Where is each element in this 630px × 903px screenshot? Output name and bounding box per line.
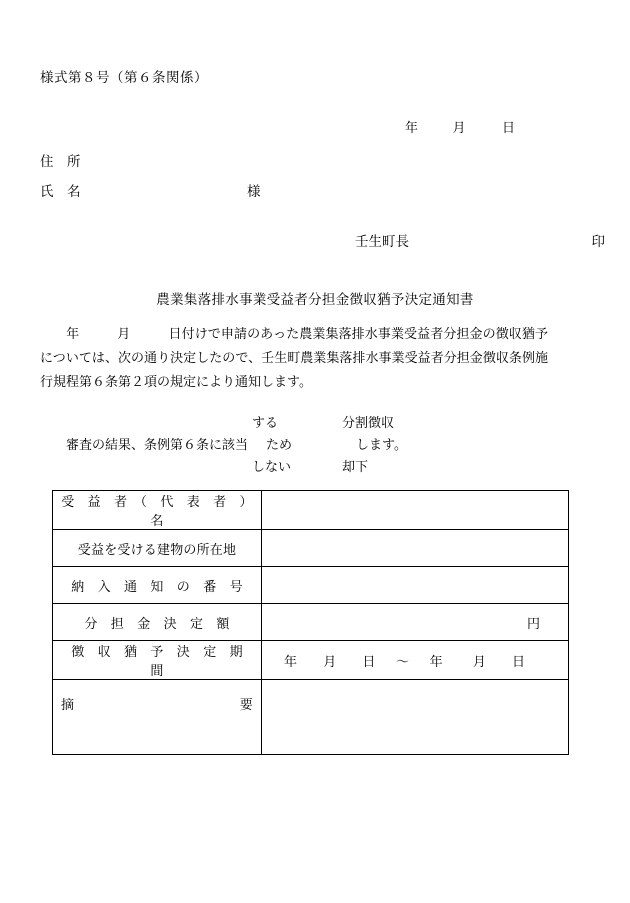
row-label-location: 受益を受ける建物の所在地 — [53, 530, 262, 567]
table-row — [53, 530, 569, 567]
body-line2-text: ついては、次の通り決定したので、壬生町農業集落排水事業受益者分担金徴収条例施行 — [40, 350, 548, 389]
row-label-period: 徴 収 猶 予 決 定 期 間 — [53, 641, 262, 680]
table-row — [53, 680, 569, 755]
address-label: 住 所 — [40, 154, 81, 169]
table-row — [53, 641, 569, 680]
row-value-period[interactable] — [262, 641, 569, 680]
body-line1-text: 日付けで申請のあった農業集落排水事業受益者分担金の徴収猶予に — [40, 326, 548, 365]
date-day: 日 — [502, 120, 516, 135]
row-value-remarks[interactable] — [262, 680, 569, 755]
period-month-2: 月 — [472, 653, 487, 669]
body-month: 月 — [117, 326, 131, 341]
row-label-remarks — [53, 680, 262, 755]
issuer-row — [355, 230, 605, 250]
body-paragraph — [40, 322, 548, 394]
name-honorific: 様 — [247, 184, 261, 199]
option-bunkatsu: 分割徴収 — [342, 415, 395, 430]
page-title: 農業集落排水事業受益者分担金徴収猶予決定通知書 — [156, 292, 474, 307]
row-label-amount: 分 担 金 決 定 額 — [53, 604, 262, 641]
date-month: 月 — [452, 120, 467, 135]
option-suru: する — [252, 415, 279, 430]
row-value-location[interactable] — [262, 530, 569, 567]
period-year-2: 年 — [429, 653, 443, 669]
table-row — [53, 567, 569, 604]
row-label-beneficiary: 受 益 者 （ 代 表 者 ）名 — [53, 491, 262, 530]
period-year-1: 年 — [284, 653, 298, 669]
period-month-1: 月 — [323, 653, 337, 669]
date-line — [405, 117, 516, 136]
result-block — [40, 412, 548, 478]
body-line3-text: 規程第６条第２項の規定により通知します。 — [53, 374, 312, 389]
name-label: 氏 名 — [40, 184, 81, 199]
period-tilde: 〜 — [396, 653, 410, 669]
form-number: 様式第８号（第６条関係） — [40, 70, 208, 85]
issuer-name: 壬生町長 — [355, 234, 409, 249]
row-value-beneficiary[interactable] — [262, 491, 569, 530]
seal-mark: 印 — [591, 234, 605, 249]
remarks-label-right: 要 — [239, 697, 253, 712]
remarks-label-left: 摘 — [61, 697, 75, 712]
table-row — [53, 604, 569, 641]
result-tame: ため — [266, 437, 293, 452]
row-label-notice-number: 納 入 通 知 の 番 号 — [53, 567, 262, 604]
result-main-line — [40, 434, 548, 456]
row-value-amount-unit[interactable]: 円 — [262, 604, 569, 641]
result-option-lower — [252, 456, 548, 478]
result-shimasu: します。 — [356, 437, 407, 452]
name-row — [40, 180, 261, 200]
date-year: 年 — [405, 120, 419, 135]
result-lead-text: 審査の結果、条例第６条に該当 — [66, 437, 249, 452]
result-option-upper — [252, 412, 548, 434]
period-day-2: 日 — [512, 653, 526, 669]
body-year: 年 — [66, 326, 80, 341]
option-kyakka: 却下 — [342, 459, 369, 474]
option-shinai: しない — [252, 459, 292, 474]
row-value-notice-number[interactable] — [262, 567, 569, 604]
period-day-1: 日 — [362, 653, 376, 669]
decision-table — [52, 490, 569, 755]
table-row — [53, 491, 569, 530]
